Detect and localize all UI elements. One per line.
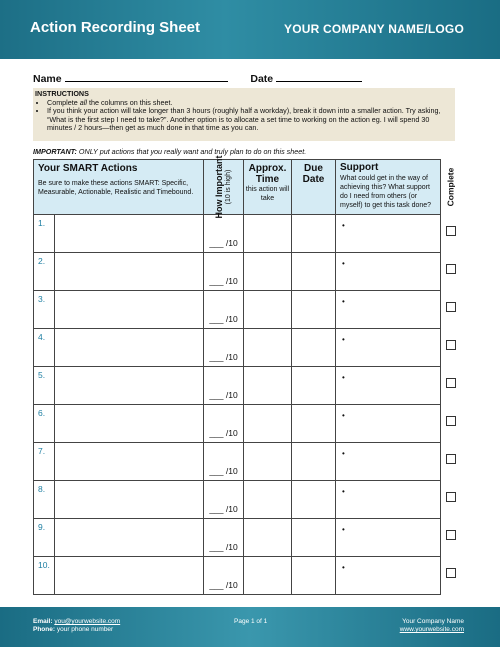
complete-column <box>440 159 462 594</box>
importance-field[interactable]: ___ /10 <box>204 405 244 443</box>
importance-field[interactable]: ___ /10 <box>204 329 244 367</box>
due-date-field[interactable] <box>292 215 336 253</box>
due-date-field[interactable] <box>292 443 336 481</box>
phone-label: Phone: <box>33 626 56 633</box>
due-date-field[interactable] <box>292 367 336 405</box>
name-date-row <box>33 71 362 85</box>
support-field[interactable]: • <box>336 443 441 481</box>
importance-field[interactable]: ___ /10 <box>204 215 244 253</box>
complete-cell <box>440 556 462 594</box>
page-footer <box>0 607 500 647</box>
row-number: 7. <box>34 443 204 481</box>
page-number: Page 1 of 1 <box>234 618 268 625</box>
complete-checkbox[interactable] <box>446 492 456 502</box>
col-due-header: Due Date <box>292 160 336 215</box>
important-note: IMPORTANT: ONLY put actions that you really want and truly plan to do on this sheet. <box>33 147 307 156</box>
complete-checkbox[interactable] <box>446 568 456 578</box>
col-time-header: Approx. Time this action will take <box>244 160 292 215</box>
col-actions-header: Your SMART Actions Be sure to make these actions SMART: Specific, Measurable, Actionable, Realistic and Timebound. <box>34 160 204 215</box>
complete-cell <box>440 290 462 328</box>
action-field[interactable] <box>54 442 203 481</box>
support-field[interactable]: • <box>336 215 441 253</box>
due-date-field[interactable] <box>292 405 336 443</box>
action-field[interactable] <box>54 366 203 405</box>
col-importance-header: How Important (10 is high) <box>204 160 244 215</box>
email-link[interactable]: you@yourwebsite.com <box>54 618 121 625</box>
row-number: 3. <box>34 291 204 329</box>
time-field[interactable] <box>244 519 292 557</box>
phone-number: your phone number <box>56 626 114 633</box>
action-field[interactable] <box>54 518 203 557</box>
time-field[interactable] <box>244 367 292 405</box>
support-field[interactable]: • <box>336 253 441 291</box>
complete-cell <box>440 214 462 252</box>
due-date-field[interactable] <box>292 519 336 557</box>
col-complete-header: Complete <box>445 167 456 206</box>
time-field[interactable] <box>244 329 292 367</box>
instruction-item: • Complete all the columns on this sheet. <box>47 99 455 108</box>
complete-checkbox[interactable] <box>446 530 456 540</box>
time-field[interactable] <box>244 557 292 595</box>
time-field[interactable] <box>244 405 292 443</box>
complete-cell <box>440 518 462 556</box>
importance-field[interactable]: ___ /10 <box>204 557 244 595</box>
row-number: 5. <box>34 367 204 405</box>
table-row <box>34 329 441 367</box>
complete-cell <box>440 404 462 442</box>
actions-table <box>33 155 441 595</box>
action-field[interactable] <box>54 252 203 291</box>
importance-field[interactable]: ___ /10 <box>204 367 244 405</box>
table-row <box>34 291 441 329</box>
table-row <box>34 557 441 595</box>
action-field[interactable] <box>54 328 203 367</box>
complete-cell <box>440 252 462 290</box>
footer-company: Your Company Name <box>402 618 464 625</box>
importance-field[interactable]: ___ /10 <box>204 253 244 291</box>
complete-checkbox[interactable] <box>446 454 456 464</box>
instructions-heading: INSTRUCTIONS <box>35 89 89 98</box>
importance-field[interactable]: ___ /10 <box>204 519 244 557</box>
name-label: Name <box>33 73 62 85</box>
row-number: 6. <box>34 405 204 443</box>
table-row <box>34 367 441 405</box>
importance-field[interactable]: ___ /10 <box>204 481 244 519</box>
table-row <box>34 405 441 443</box>
date-field[interactable] <box>276 71 362 82</box>
time-field[interactable] <box>244 215 292 253</box>
due-date-field[interactable] <box>292 253 336 291</box>
complete-checkbox[interactable] <box>446 226 456 236</box>
row-number: 9. <box>34 519 204 557</box>
table-header-row <box>34 160 441 215</box>
due-date-field[interactable] <box>292 557 336 595</box>
complete-checkbox[interactable] <box>446 340 456 350</box>
table-row <box>34 253 441 291</box>
row-number: 8. <box>34 481 204 519</box>
due-date-field[interactable] <box>292 329 336 367</box>
table-row <box>34 481 441 519</box>
table-row <box>34 443 441 481</box>
complete-checkbox[interactable] <box>446 302 456 312</box>
support-field[interactable]: • <box>336 519 441 557</box>
page-title: Action Recording Sheet <box>30 19 201 36</box>
complete-checkbox[interactable] <box>446 378 456 388</box>
email-label: Email: <box>33 618 53 625</box>
action-field[interactable] <box>54 290 203 329</box>
support-field[interactable]: • <box>336 405 441 443</box>
row-number: 2. <box>34 253 204 291</box>
support-field[interactable]: • <box>336 329 441 367</box>
time-field[interactable] <box>244 481 292 519</box>
action-field[interactable] <box>54 214 203 253</box>
time-field[interactable] <box>244 253 292 291</box>
company-logo: YOUR COMPANY NAME/LOGO <box>284 22 464 36</box>
due-date-field[interactable] <box>292 481 336 519</box>
time-field[interactable] <box>244 291 292 329</box>
support-field[interactable]: • <box>336 291 441 329</box>
action-field[interactable] <box>54 556 203 595</box>
name-field[interactable] <box>65 71 228 82</box>
complete-cell <box>440 328 462 366</box>
complete-checkbox[interactable] <box>446 264 456 274</box>
instructions-box <box>33 88 455 141</box>
due-date-field[interactable] <box>292 291 336 329</box>
complete-cell <box>440 442 462 480</box>
col-support-header: Support What could get in the way of achieving this? What support do I need from others (or myself) to get this task done? <box>336 160 441 215</box>
row-number: 1. <box>34 215 204 253</box>
page-header <box>0 0 500 59</box>
importance-field[interactable]: ___ /10 <box>204 443 244 481</box>
complete-cell <box>440 480 462 518</box>
action-field[interactable] <box>54 404 203 443</box>
table-row <box>34 519 441 557</box>
support-field[interactable]: • <box>336 557 441 595</box>
date-label: Date <box>250 73 274 85</box>
support-field[interactable]: • <box>336 367 441 405</box>
table-row <box>34 215 441 253</box>
complete-cell <box>440 366 462 404</box>
action-field[interactable] <box>54 480 203 519</box>
complete-checkbox[interactable] <box>446 416 456 426</box>
website-link[interactable]: www.yourwebsite.com <box>399 626 464 633</box>
support-field[interactable]: • <box>336 481 441 519</box>
row-number: 4. <box>34 329 204 367</box>
time-field[interactable] <box>244 443 292 481</box>
row-number: 10. <box>34 557 204 595</box>
instruction-item: • If you think your action will take longer than 3 hours (roughly half a workday), break it down into a smaller action. Try asking, “What is the first step I need to take?”. Another option is to allocate a set time to working on the action eg. I will spend 30 minutes / 2 hours—then get as much done in that time as you can. <box>47 107 455 133</box>
importance-field[interactable]: ___ /10 <box>204 291 244 329</box>
